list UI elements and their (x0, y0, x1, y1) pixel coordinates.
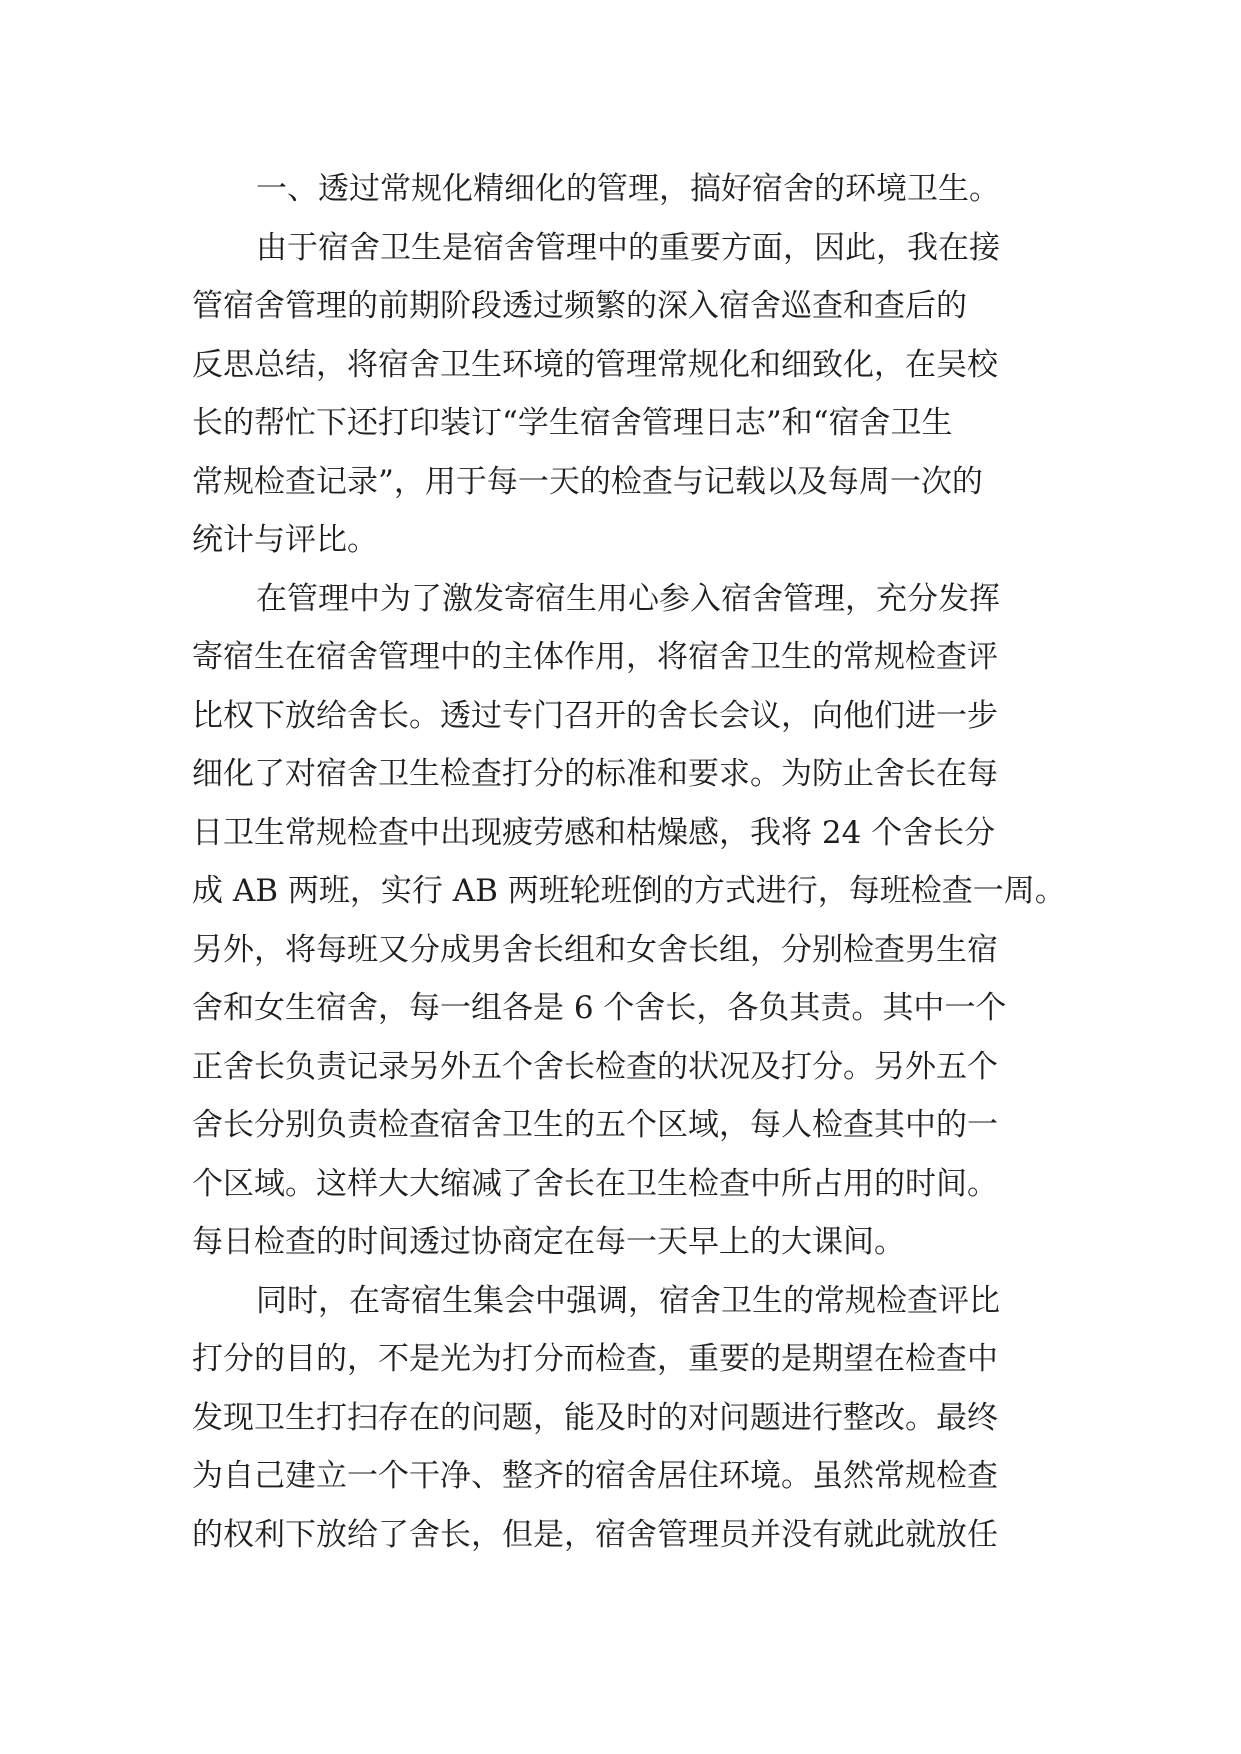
paragraph-1-line-3: 反思总结，将宿舍卫生环境的管理常规化和细致化，在吴校 (192, 346, 998, 383)
paragraph-2-line-6: 成 AB 两班，实行 AB 两班轮班倒的方式进行，每班检查一周。 (192, 873, 1066, 909)
document-body (192, 160, 1066, 1564)
paragraph-2-line-4: 细化了对宿舍卫生检查打分的标准和要求。为防止舍长在每 (192, 756, 998, 792)
section-heading: 一、透过常规化精细化的管理，搞好宿舍的环境卫生。 (256, 171, 1000, 207)
paragraph-2-line-11: 个区域。这样大大缩减了舍长在卫生检查中所占用的时间。 (192, 1165, 998, 1202)
paragraph-3-line-2: 打分的目的，不是光为打分而检查，重要的是期望在检查中 (192, 1341, 998, 1377)
paragraph-2-line-3: 比权下放给舍长。透过专门召开的舍长会议，向他们进一步 (192, 697, 998, 734)
paragraph-3-line-1: 同时，在寄宿生集会中强调，宿舍卫生的常规检查评比 (256, 1282, 1000, 1319)
paragraph-3-line-4: 为自己建立一个干净、整齐的宿舍居住环境。虽然常规检查 (192, 1458, 998, 1494)
paragraph-2-line-10: 舍长分别负责检查宿舍卫生的五个区域，每人检查其中的一 (192, 1107, 998, 1143)
paragraph-2-line-2: 寄宿生在宿舍管理中的主体作用，将宿舍卫生的常规检查评 (192, 639, 998, 675)
paragraph-1-line-5: 常规检查记录”，用于每一天的检查与记载以及每周一次的 (192, 463, 983, 500)
paragraph-2-line-5: 日卫生常规检查中出现疲劳感和枯燥感，我将 24 个舍长分 (192, 814, 996, 851)
paragraph-3-line-3: 发现卫生打扫存在的问题，能及时的对问题进行整改。最终 (192, 1399, 998, 1436)
paragraph-2-line-1: 在管理中为了激发寄宿生用心参入宿舍管理，充分发挥 (256, 580, 1000, 617)
paragraph-2-line-9: 正舍长负责记录另外五个舍长检查的状况及打分。另外五个 (192, 1048, 998, 1085)
paragraph-2-line-12: 每日检查的时间透过协商定在每一天早上的大课间。 (192, 1224, 905, 1260)
paragraph-1-line-1: 由于宿舍卫生是宿舍管理中的重要方面，因此，我在接 (256, 229, 1000, 266)
paragraph-3-line-5: 的权利下放给了舍长，但是，宿舍管理员并没有就此就放任 (192, 1516, 998, 1553)
paragraph-1-line-6: 统计与评比。 (192, 522, 378, 558)
paragraph-1-line-2: 管宿舍管理的前期阶段透过频繁的深入宿舍巡查和查后的 (192, 288, 967, 324)
paragraph-1-line-4: 长的帮忙下还打印装订“学生宿舍管理日志”和“宿舍卫生 (192, 405, 953, 441)
paragraph-2-line-7: 另外，将每班又分成男舍长组和女舍长组，分别检查男生宿 (192, 931, 998, 968)
paragraph-2-line-8: 舍和女生宿舍，每一组各是 6 个舍长，各负其责。其中一个 (192, 990, 1007, 1026)
